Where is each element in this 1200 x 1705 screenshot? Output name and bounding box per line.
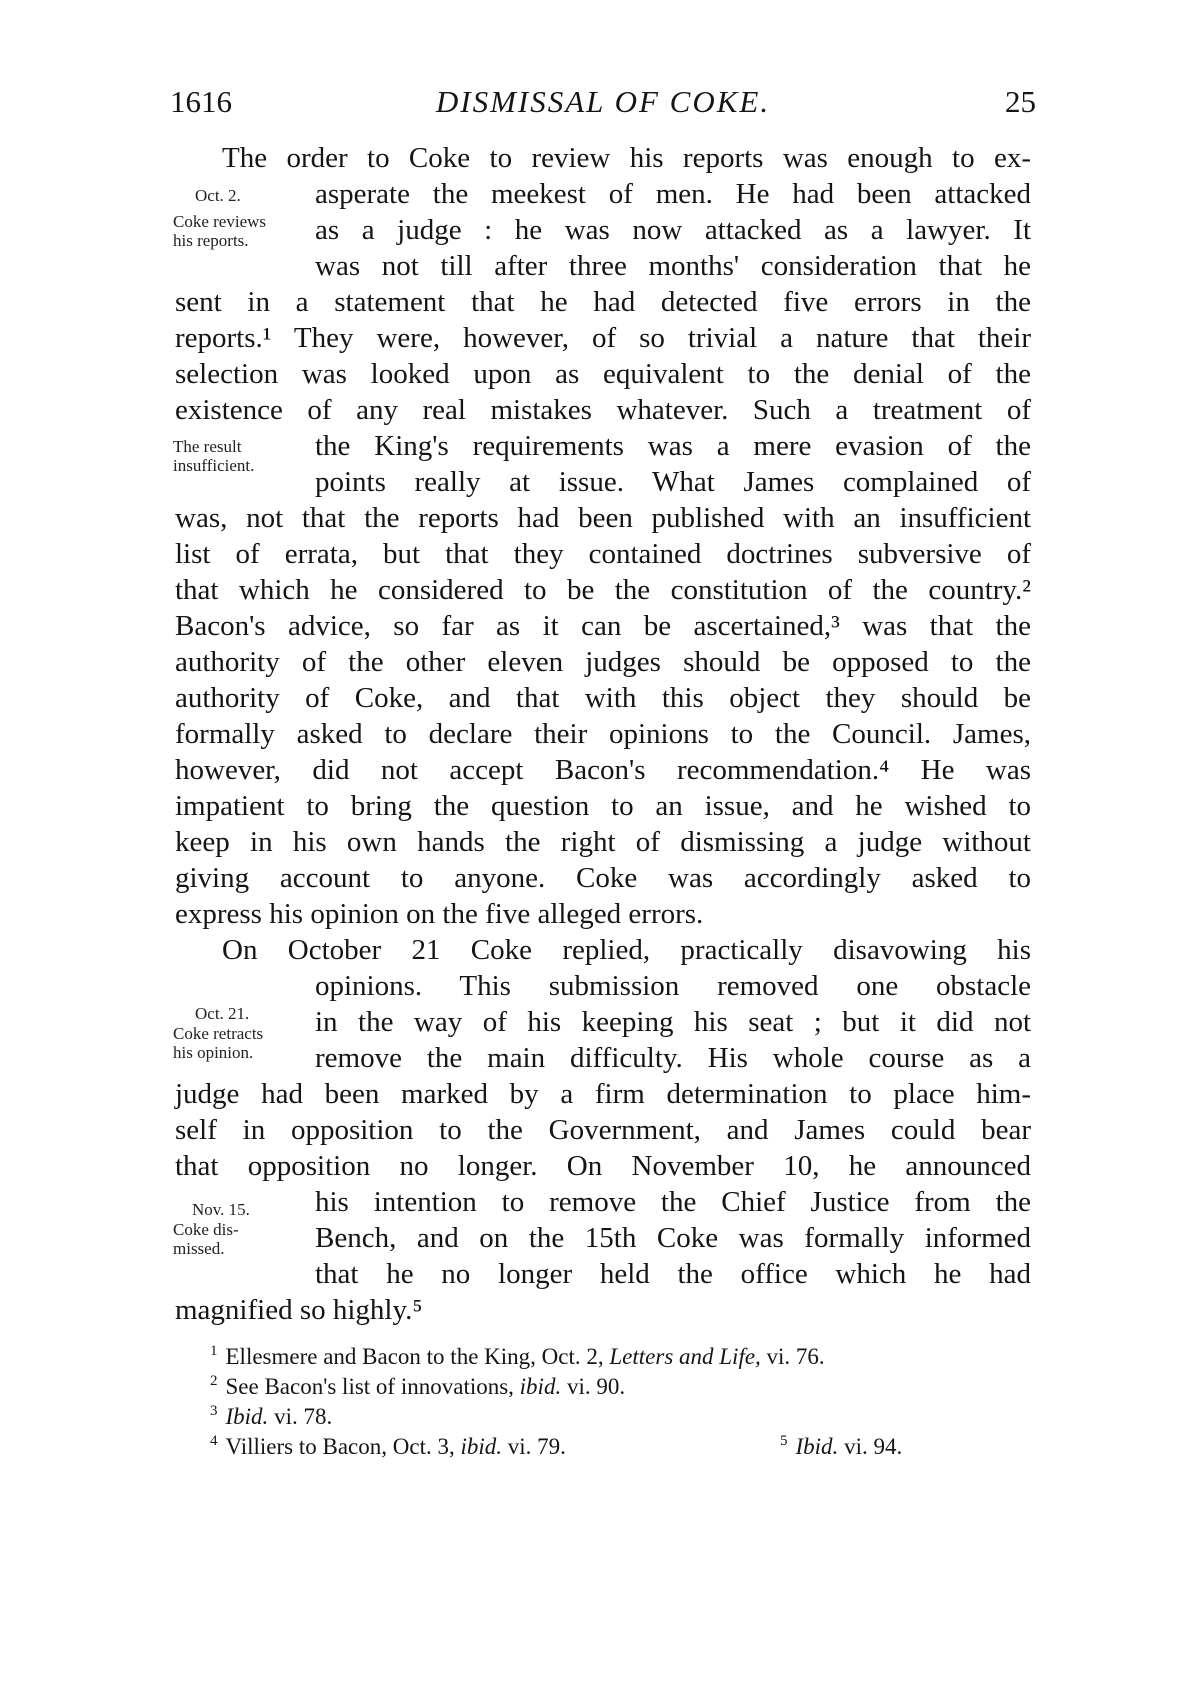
footnote-number: 1 bbox=[210, 1343, 218, 1360]
body-line: points really at issue. What James complained of bbox=[315, 466, 1031, 498]
margin-note-date: Oct. 2. bbox=[195, 186, 241, 205]
body-line: keep in his own hands the right of dismissing a judge without bbox=[175, 826, 1031, 858]
header-year: 1616 bbox=[170, 84, 232, 119]
margin-note-line: his opinion. bbox=[173, 1043, 254, 1062]
footnote bbox=[210, 1372, 625, 1402]
body-line: that which he considered to be the constitution of the country.² bbox=[175, 574, 1031, 606]
footnote-ref: vi. 78. bbox=[268, 1404, 333, 1429]
body-line: Bench, and on the 15th Coke was formally informed bbox=[315, 1222, 1031, 1254]
body-line: that he no longer held the office which he had bbox=[315, 1258, 1031, 1290]
body-line: formally asked to declare their opinions to the Council. James, bbox=[175, 718, 1031, 750]
footnote bbox=[210, 1432, 566, 1462]
body-line: giving account to anyone. Coke was accordingly asked to bbox=[175, 862, 1031, 894]
footnote-italic: ibid. bbox=[460, 1434, 502, 1459]
footnote-italic: Letters and Life, bbox=[609, 1344, 761, 1369]
margin-note-date: Nov. 15. bbox=[192, 1200, 250, 1219]
body-line: authority of Coke, and that with this object they should be bbox=[175, 682, 1031, 714]
margin-note-line: his reports. bbox=[173, 231, 249, 250]
body-line: express his opinion on the five alleged errors. bbox=[175, 898, 704, 930]
footnote bbox=[780, 1432, 902, 1462]
body-line: existence of any real mistakes whatever. Such a treatment of bbox=[175, 394, 1031, 426]
body-line: Bacon's advice, so far as it can be ascertained,³ was that the bbox=[175, 610, 1031, 642]
body-line: asperate the meekest of men. He had been attacked bbox=[315, 178, 1031, 210]
footnote-ref: vi. 94. bbox=[838, 1434, 903, 1459]
margin-note-line: Coke retracts bbox=[173, 1024, 264, 1043]
body-line: selection was looked upon as equivalent to the denial of the bbox=[175, 358, 1031, 390]
margin-note-line: Coke dis- bbox=[173, 1220, 239, 1239]
body-line: was not till after three months' consideration that he bbox=[315, 250, 1031, 282]
body-line: sent in a statement that he had detected five errors in the bbox=[175, 286, 1031, 318]
body-line: magnified so highly.⁵ bbox=[175, 1294, 423, 1326]
body-line: judge had been marked by a firm determination to place him- bbox=[175, 1078, 1031, 1110]
body-line: impatient to bring the question to an issue, and he wished to bbox=[175, 790, 1031, 822]
page-number: 25 bbox=[1005, 84, 1036, 119]
footnote-text: Ellesmere and Bacon to the King, Oct. 2, bbox=[225, 1344, 610, 1369]
margin-note-line: The result bbox=[173, 437, 242, 456]
running-header bbox=[170, 84, 1036, 124]
body-line: On October 21 Coke replied, practically disavowing his bbox=[222, 934, 1031, 966]
body-line: reports.¹ They were, however, of so trivial a nature that their bbox=[175, 322, 1031, 354]
footnote-italic: Ibid. bbox=[795, 1434, 839, 1459]
body-line: however, did not accept Bacon's recommendation.⁴ He was bbox=[175, 754, 1031, 786]
footnote bbox=[210, 1402, 332, 1432]
body-line: The order to Coke to review his reports was enough to ex- bbox=[222, 142, 1031, 174]
footnote-number: 4 bbox=[210, 1433, 218, 1450]
margin-note-date: Oct. 21. bbox=[195, 1004, 250, 1023]
footnote-ref: vi. 76. bbox=[760, 1344, 825, 1369]
footnote-ref: vi. 90. bbox=[561, 1374, 626, 1399]
body-line: list of errata, but that they contained doctrines subversive of bbox=[175, 538, 1031, 570]
body-line: his intention to remove the Chief Justice from the bbox=[315, 1186, 1031, 1218]
body-line: the King's requirements was a mere evasion of the bbox=[315, 430, 1031, 462]
body-line: was, not that the reports had been published with an insufficient bbox=[175, 502, 1031, 534]
footnote-text: See Bacon's list of innovations, bbox=[225, 1374, 520, 1399]
margin-note-line: missed. bbox=[173, 1239, 225, 1258]
body-line: self in opposition to the Government, and James could bear bbox=[175, 1114, 1031, 1146]
footnote-number: 3 bbox=[210, 1403, 218, 1420]
body-line: opinions. This submission removed one obstacle bbox=[315, 970, 1031, 1002]
margin-note-line: Coke reviews bbox=[173, 212, 267, 231]
body-line: remove the main difficulty. His whole course as a bbox=[315, 1042, 1031, 1074]
margin-note-line: insufficient. bbox=[173, 456, 255, 475]
body-line: as a judge : he was now attacked as a lawyer. It bbox=[315, 214, 1031, 246]
footnote-text: Villiers to Bacon, Oct. 3, bbox=[225, 1434, 461, 1459]
body-line: authority of the other eleven judges should be opposed to the bbox=[175, 646, 1031, 678]
footnote-italic: ibid. bbox=[519, 1374, 562, 1399]
footnote bbox=[210, 1342, 825, 1372]
body-line: that opposition no longer. On November 10, he announced bbox=[175, 1150, 1031, 1182]
body-line: in the way of his keeping his seat ; but it did not bbox=[315, 1006, 1031, 1038]
footnote-number: 5 bbox=[780, 1433, 788, 1450]
header-title: DISMISSAL OF COKE. bbox=[435, 84, 771, 119]
footnote-number: 2 bbox=[210, 1373, 218, 1390]
footnote-italic: Ibid. bbox=[225, 1404, 269, 1429]
footnote-ref: vi. 79. bbox=[502, 1434, 566, 1459]
